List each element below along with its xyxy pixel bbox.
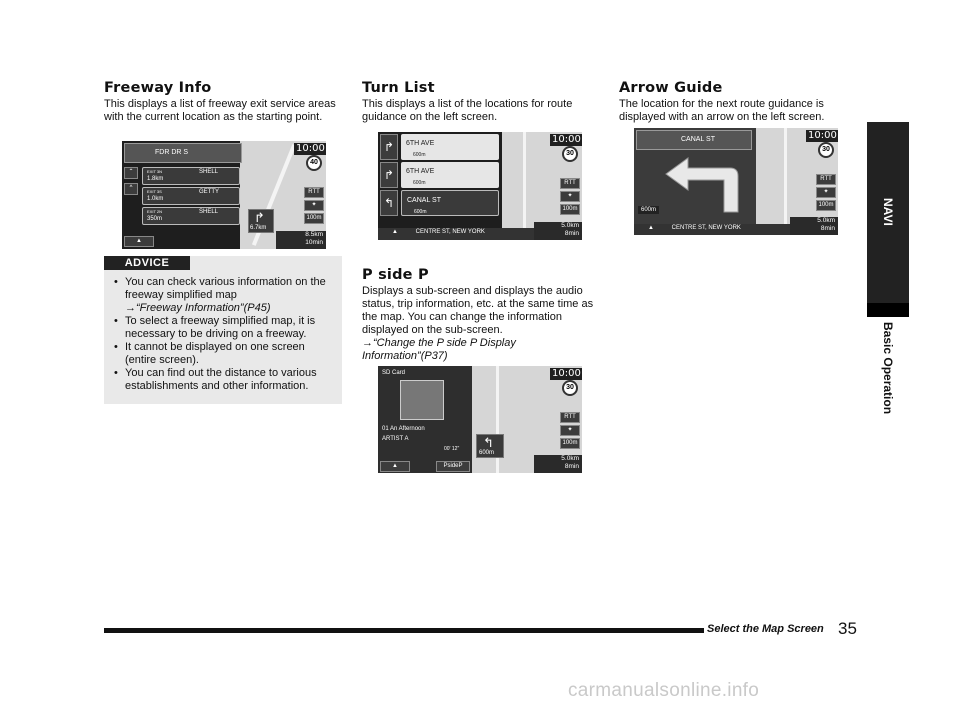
section-body: The location for the next route guidance is displayed with an arrow on the left screen. bbox=[619, 98, 825, 123]
elapsed-time: 00' 12" bbox=[444, 446, 460, 452]
scale-button[interactable]: 100m bbox=[560, 438, 580, 449]
section-title: Arrow Guide bbox=[619, 80, 723, 96]
compass-button[interactable]: ✦ bbox=[560, 425, 580, 436]
clock: 10:00 bbox=[552, 368, 581, 379]
side-tab-navi bbox=[867, 122, 909, 303]
advice-item: • You can find out the distance to various establishments and other information. bbox=[114, 367, 338, 393]
turn-distance: 600m bbox=[413, 152, 426, 158]
speed-limit-badge: 30 bbox=[818, 142, 834, 158]
advice-item bbox=[114, 276, 338, 315]
side-tab-navi-label: NAVI bbox=[881, 198, 895, 226]
advice-list bbox=[114, 276, 338, 393]
menu-button[interactable] bbox=[124, 236, 154, 247]
speed-limit-badge: 30 bbox=[562, 380, 578, 396]
remaining-distance: 5.0km bbox=[561, 222, 579, 229]
turn-indicator bbox=[476, 434, 504, 458]
map-road bbox=[523, 132, 526, 240]
remaining-time: 8min bbox=[820, 224, 835, 232]
menu-button[interactable]: ▲ bbox=[392, 229, 398, 235]
rtt-button[interactable]: RTT bbox=[560, 412, 580, 423]
exit-name: GETTY bbox=[199, 189, 220, 195]
scale-button[interactable]: 100m bbox=[816, 200, 836, 211]
turn-list-item[interactable] bbox=[401, 134, 499, 160]
rtt-button[interactable]: RTT bbox=[816, 174, 836, 185]
turn-left-icon: ↰ bbox=[483, 435, 494, 450]
street-bar bbox=[378, 228, 534, 240]
turn-list-item-selected[interactable] bbox=[401, 190, 499, 216]
exit-distance: 1.0km bbox=[147, 196, 164, 202]
exit-name: SHELL bbox=[199, 209, 219, 215]
scroll-top-button[interactable]: ⌃ bbox=[124, 167, 138, 179]
section-title: Freeway Info bbox=[104, 80, 212, 96]
clock: 10:00 bbox=[552, 134, 581, 145]
freeway-header-label: FDR DR S bbox=[155, 149, 189, 156]
remaining-time: 10min bbox=[305, 238, 323, 246]
section-reference-link[interactable]: →“Change the P side P Display Information”(P37) bbox=[362, 337, 516, 362]
clock: 10:00 bbox=[808, 130, 837, 141]
exit-tag: EXIT 3S bbox=[147, 189, 162, 194]
compass-button[interactable]: ✦ bbox=[304, 200, 324, 211]
distance-time-panel bbox=[276, 231, 326, 249]
scale-button[interactable]: 100m bbox=[304, 213, 324, 224]
distance-time-panel bbox=[534, 222, 582, 240]
advice-text: You can check various information on the freeway simplified map bbox=[125, 276, 326, 301]
turn-icon: ↰ bbox=[380, 190, 398, 216]
footer-section-title: Select the Map Screen bbox=[707, 623, 824, 635]
advice-box bbox=[104, 256, 342, 404]
remaining-distance: 8.5km bbox=[305, 231, 323, 238]
scroll-up-button[interactable]: ^ bbox=[124, 183, 138, 195]
turn-distance: 600m bbox=[638, 206, 659, 214]
menu-button[interactable]: ▲ bbox=[648, 225, 654, 231]
exit-name: SHELL bbox=[199, 169, 219, 175]
pside-button[interactable]: PsideP bbox=[436, 461, 470, 472]
turn-distance: 600m bbox=[413, 180, 426, 186]
audio-source: SD Card bbox=[382, 370, 406, 376]
freeway-info-screenshot bbox=[122, 141, 326, 249]
turn-street: 6TH AVE bbox=[406, 168, 435, 175]
distance-time-panel bbox=[534, 455, 582, 473]
artist-name: ARTIST A bbox=[382, 436, 409, 442]
map-road bbox=[784, 128, 787, 235]
current-street: CENTRE ST, NEW YORK bbox=[671, 225, 741, 231]
exit-tag: EXIT 2N bbox=[147, 209, 163, 214]
watermark: carmanualsonline.info bbox=[568, 680, 760, 701]
arrow-guide-screenshot bbox=[634, 128, 838, 235]
exit-tag: EXIT 3N bbox=[147, 169, 163, 174]
section-body: This displays a list of freeway exit service areas with the current location as the starting point. bbox=[104, 98, 336, 123]
street-banner bbox=[636, 130, 752, 150]
section-title: Turn List bbox=[362, 80, 435, 96]
remaining-time: 8min bbox=[564, 229, 579, 237]
clock: 10:00 bbox=[296, 143, 325, 154]
compass-button[interactable]: ✦ bbox=[560, 191, 580, 202]
exit-item[interactable] bbox=[142, 207, 240, 225]
remaining-distance: 5.0km bbox=[561, 455, 579, 462]
exit-distance: 1.8km bbox=[147, 176, 164, 182]
turn-list-screenshot bbox=[378, 132, 582, 240]
speed-limit-badge: 30 bbox=[562, 146, 578, 162]
section-turn-list bbox=[362, 80, 598, 124]
album-art bbox=[400, 380, 444, 420]
turn-street: 6TH AVE bbox=[406, 140, 435, 147]
remaining-time: 8min bbox=[564, 462, 579, 470]
turn-list-item[interactable] bbox=[401, 162, 499, 188]
remaining-distance: 5.0km bbox=[817, 217, 835, 224]
exit-item[interactable] bbox=[142, 167, 240, 185]
distance-time-panel bbox=[790, 217, 838, 235]
turn-distance: 6.7km bbox=[250, 225, 267, 231]
freeway-header bbox=[124, 143, 242, 163]
side-tab-marker bbox=[867, 303, 909, 317]
turn-distance: 600m bbox=[479, 450, 495, 456]
advice-item: • It cannot be displayed on one screen (entire screen). bbox=[114, 341, 338, 367]
turn-right-icon: ↱ bbox=[254, 210, 265, 225]
turn-indicator bbox=[248, 209, 274, 233]
footer-rule bbox=[104, 628, 704, 633]
speed-limit-badge: 40 bbox=[306, 155, 322, 171]
advice-item: • To select a freeway simplified map, it is necessary to be driving on a freeway. bbox=[114, 315, 338, 341]
track-title: 01 An Afternoon bbox=[382, 426, 425, 432]
current-street: CENTRE ST, NEW YORK bbox=[415, 229, 485, 235]
turn-street: CANAL ST bbox=[407, 197, 441, 204]
section-body: This displays a list of the locations for route guidance on the left screen. bbox=[362, 98, 573, 123]
section-title: P side P bbox=[362, 267, 429, 283]
p-side-p-screenshot bbox=[378, 366, 582, 473]
up-arrow-icon: ▲ bbox=[136, 238, 142, 244]
page-number: 35 bbox=[838, 619, 857, 638]
advice-label: ADVICE bbox=[104, 256, 190, 270]
arrow-panel bbox=[634, 128, 756, 224]
street-bar bbox=[634, 224, 790, 235]
menu-button[interactable]: ▲ bbox=[380, 461, 410, 472]
exit-distance: 350m bbox=[147, 216, 163, 222]
scale-button[interactable]: 100m bbox=[560, 204, 580, 215]
rtt-button[interactable]: RTT bbox=[560, 178, 580, 189]
section-arrow-guide bbox=[619, 80, 855, 124]
advice-reference-link[interactable]: →“Freeway Information”(P45) bbox=[125, 302, 271, 314]
section-p-side-p bbox=[362, 267, 598, 363]
compass-button[interactable]: ✦ bbox=[816, 187, 836, 198]
turn-left-arrow-icon bbox=[658, 154, 758, 214]
turn-distance: 600m bbox=[414, 209, 427, 215]
audio-subscreen bbox=[378, 366, 472, 473]
rtt-button[interactable]: RTT bbox=[304, 187, 324, 198]
turn-icon: ↱ bbox=[380, 162, 398, 188]
exit-item[interactable] bbox=[142, 187, 240, 205]
side-tab-basic-operation-label: Basic Operation bbox=[881, 322, 895, 415]
next-street: CANAL ST bbox=[681, 136, 715, 143]
section-body: Displays a sub-screen and displays the audio status, trip information, etc. at the same time as the map. You can change the information displayed on the sub-screen. bbox=[362, 285, 594, 336]
turn-icon: ↱ bbox=[380, 134, 398, 160]
section-freeway-info bbox=[104, 80, 340, 124]
